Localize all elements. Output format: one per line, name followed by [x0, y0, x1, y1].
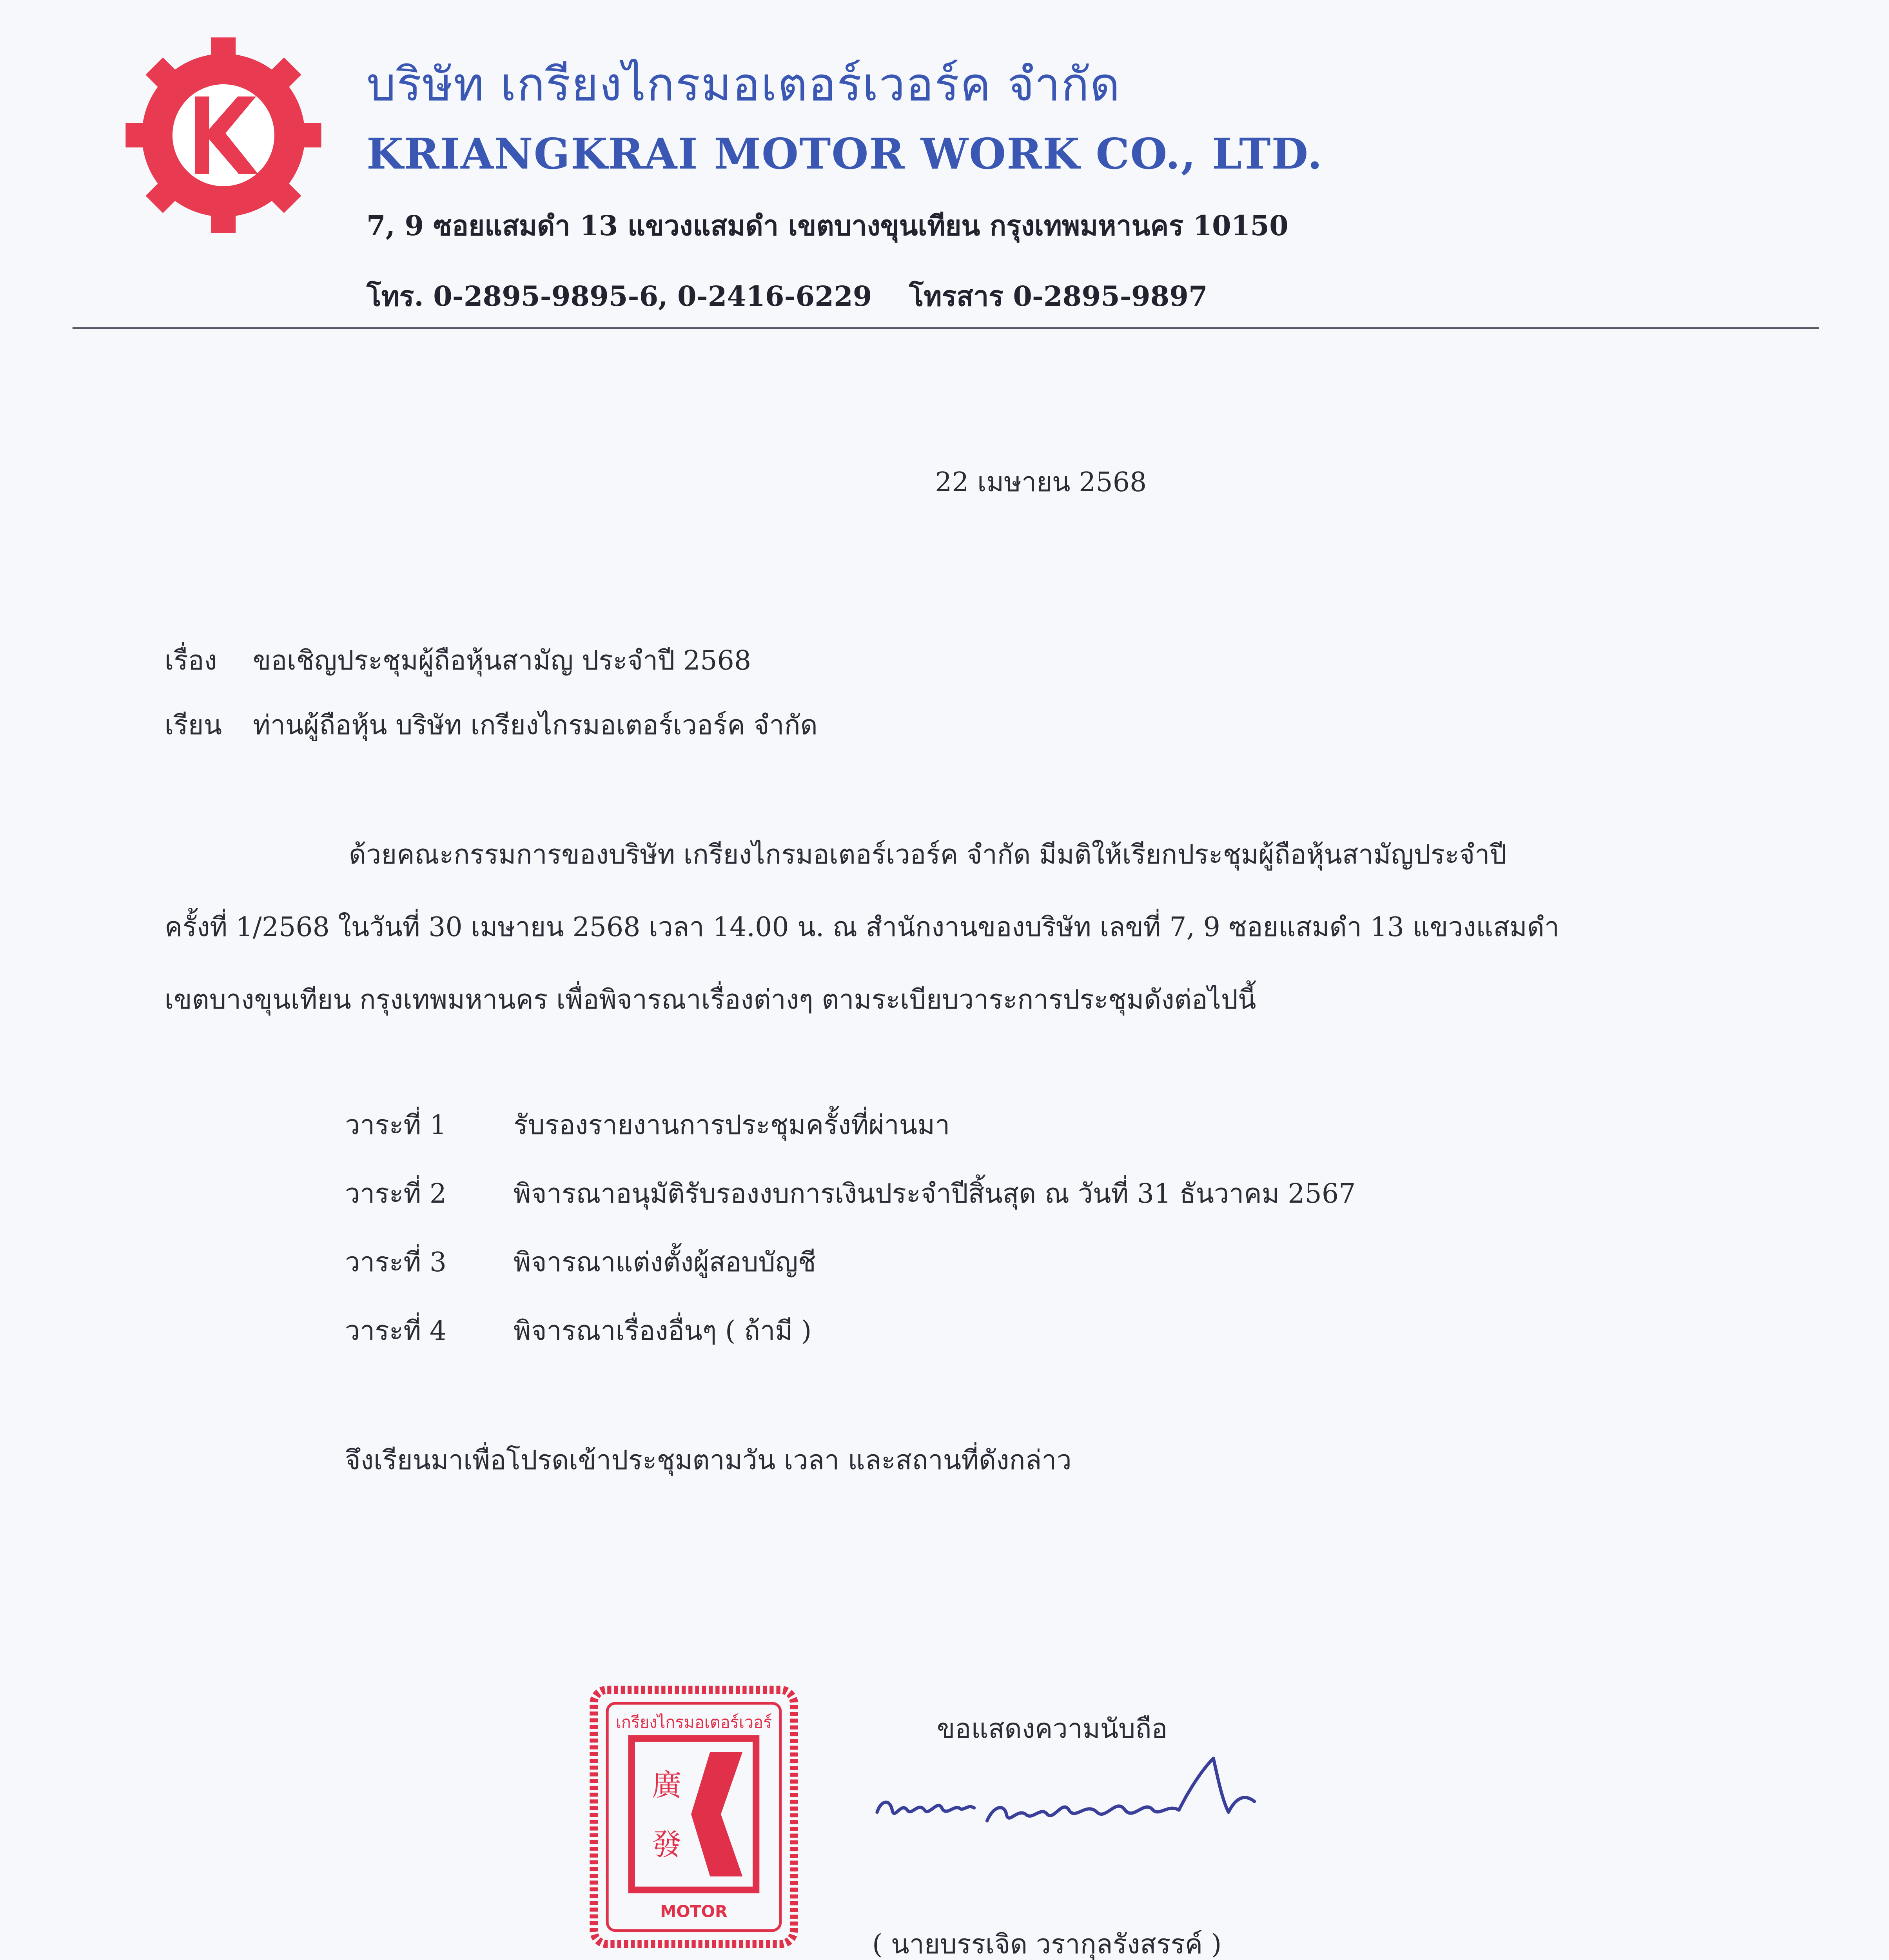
fax-number: โทรสาร 0-2895-9897: [909, 280, 1208, 312]
signer-name: ( นายบรรเจิด วรากุลรังสรรค์ ): [872, 1929, 1222, 1960]
agenda-item: [345, 1103, 950, 1146]
recipient-text: ท่านผู้ถือหุ้น บริษัท เกรียงไกรมอเตอร์เวอร์ค จำกัด: [253, 710, 818, 741]
recipient-line: [165, 704, 818, 746]
agenda-number: วาระที่ 4: [345, 1316, 447, 1347]
agenda-text: พิจารณาแต่งตั้งผู้สอบบัญชี: [514, 1247, 816, 1278]
body-line: ด้วยคณะกรรมการของบริษัท เกรียงไกรมอเตอร์เวอร์ค จำกัด มีมติให้เรียกประชุมผู้ถือหุ้นสามัญประจำปี: [349, 839, 1507, 870]
handwritten-signature: [866, 1744, 1297, 1854]
company-name-english: KRIANGKRAI MOTOR WORK CO., LTD.: [367, 129, 1323, 179]
company-name-thai: บริษัท เกรียงไกรมอเตอร์เวอร์ค จำกัด: [367, 57, 1121, 111]
regards-text: ขอแสดงความนับถือ: [937, 1713, 1168, 1744]
letter-date: 22 เมษายน 2568: [935, 467, 1147, 498]
stamp-bottom-text: MOTOR: [660, 1902, 728, 1921]
stamp-chinese-char: 發: [652, 1827, 682, 1862]
agenda-text: พิจารณาอนุมัติรับรองงบการเงินประจำปีสิ้นสุด ณ วันที่ 31 ธันวาคม 2567: [514, 1178, 1356, 1209]
letterhead-divider: [73, 327, 1819, 329]
agenda-number: วาระที่ 3: [345, 1247, 447, 1278]
agenda-item: [345, 1241, 816, 1283]
agenda-item: [345, 1309, 811, 1352]
company-logo: [122, 33, 325, 237]
agenda-number: วาระที่ 1: [345, 1110, 447, 1141]
stamp-top-text: เกรียงไกรมอเตอร์เวอร์: [615, 1713, 772, 1732]
body-line: ครั้งที่ 1/2568 ในวันที่ 30 เมษายน 2568 เวลา 14.00 น. ณ สำนักงานของบริษัท เลขที่ 7, 9 ซอยแสมดำ 13 แขวงแสมดำ: [165, 912, 1559, 943]
subject-label: เรื่อง: [165, 645, 217, 676]
closing-sentence: จึงเรียนมาเพื่อโปรดเข้าประชุมตามวัน เวลา และสถานที่ดังกล่าว: [345, 1445, 1072, 1476]
agenda-text: พิจารณาเรื่องอื่นๆ ( ถ้ามี ): [514, 1316, 812, 1347]
stamp-chinese-char: 廣: [652, 1768, 682, 1802]
company-contact: [367, 274, 1235, 318]
agenda-item: [345, 1172, 1356, 1214]
company-seal-stamp: [584, 1682, 804, 1952]
phone-number: โทร. 0-2895-9895-6, 0-2416-6229: [367, 280, 872, 312]
agenda-text: รับรองรายงานการประชุมครั้งที่ผ่านมา: [514, 1110, 950, 1141]
subject-text: ขอเชิญประชุมผู้ถือหุ้นสามัญ ประจำปี 2568: [253, 645, 751, 676]
subject-line: [165, 639, 751, 681]
company-address: 7, 9 ซอยแสมดำ 13 แขวงแสมดำ เขตบางขุนเทียน กรุงเทพมหานคร 10150: [367, 209, 1288, 242]
recipient-label: เรียน: [165, 710, 222, 741]
body-line: เขตบางขุนเทียน กรุงเทพมหานคร เพื่อพิจารณาเรื่องต่างๆ ตามระเบียบวาระการประชุมดังต่อไปนี้: [165, 984, 1256, 1015]
agenda-number: วาระที่ 2: [345, 1178, 447, 1209]
